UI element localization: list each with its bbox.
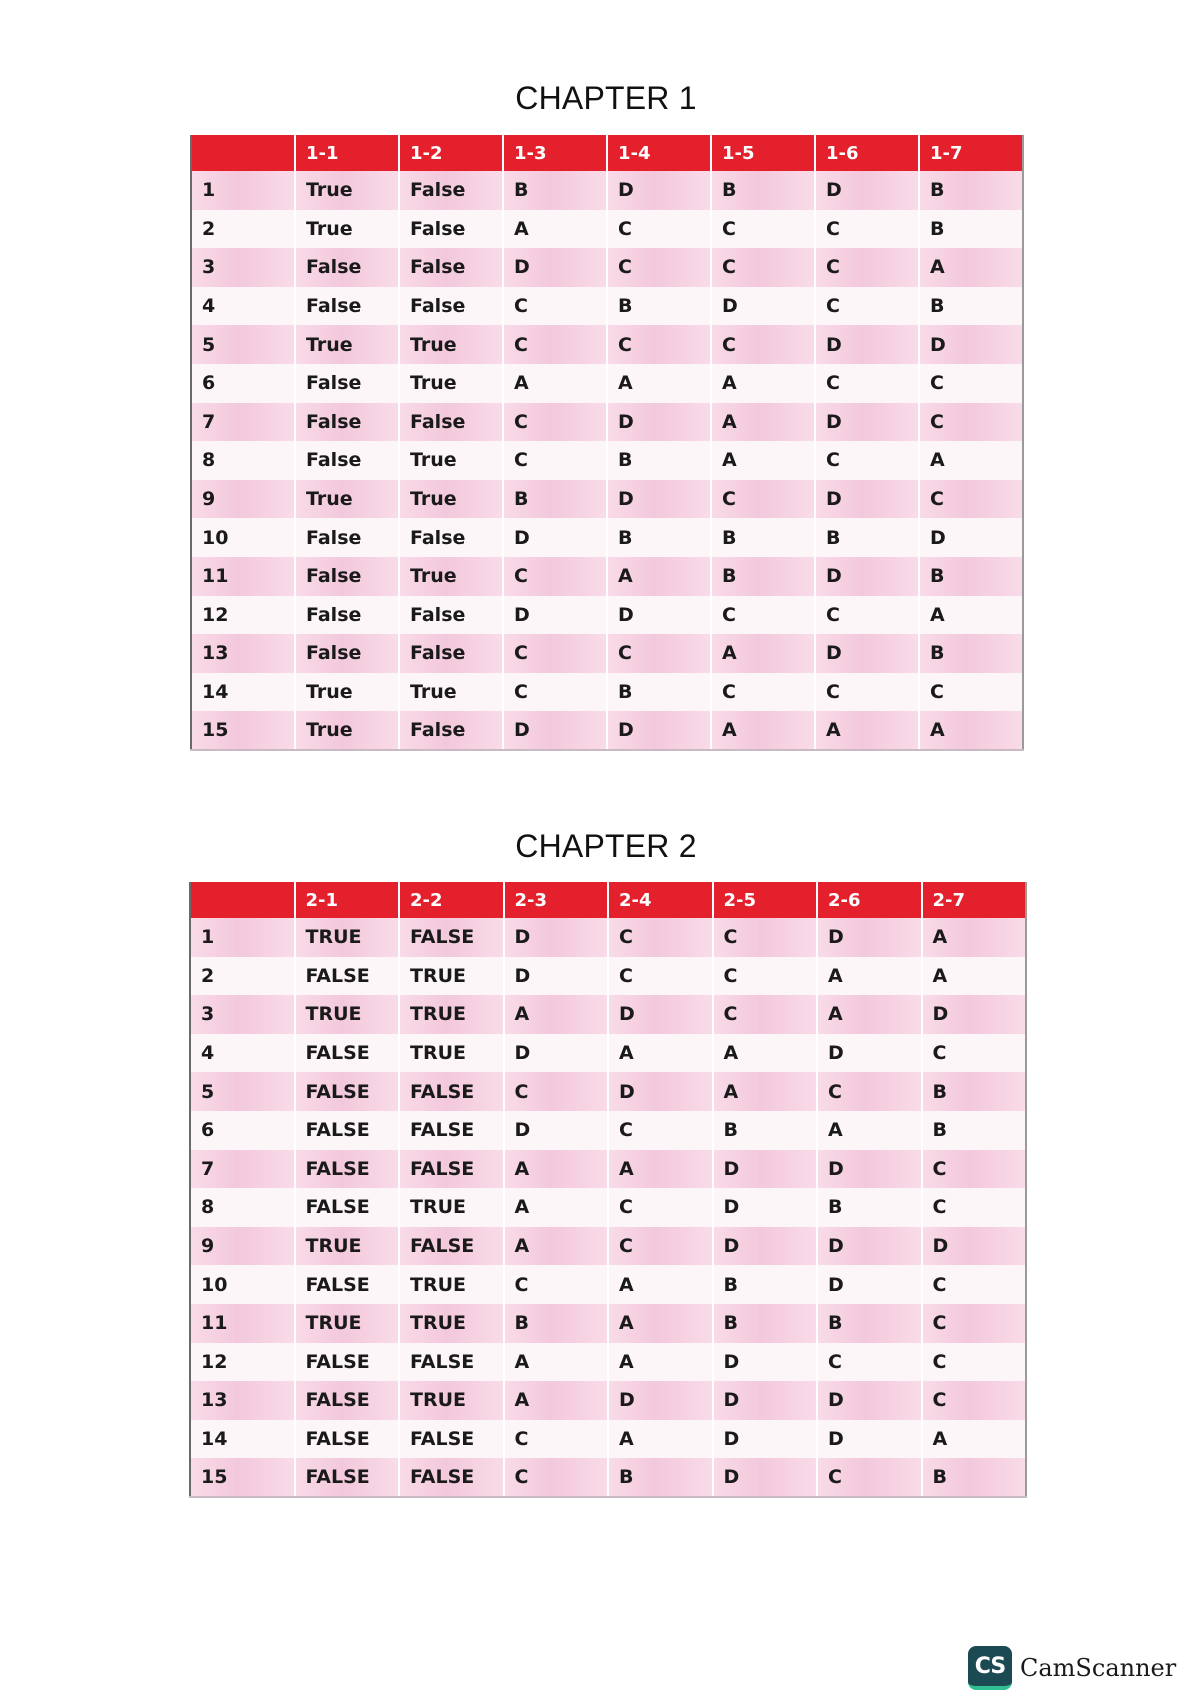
answer-cell: C <box>608 918 713 957</box>
answer-cell: TRUE <box>295 995 400 1034</box>
answer-cell: A <box>503 364 607 403</box>
answer-cell: FALSE <box>295 1343 400 1382</box>
answer-cell: B <box>919 287 1023 326</box>
answer-cell: True <box>295 711 399 750</box>
answer-cell: B <box>713 1265 818 1304</box>
answer-cell: C <box>919 673 1023 712</box>
answer-cell: C <box>504 1420 609 1459</box>
answer-cell: False <box>295 287 399 326</box>
answer-cell: B <box>817 1304 922 1343</box>
answer-cell: B <box>919 634 1023 673</box>
answer-cell: D <box>815 403 919 442</box>
answer-cell: False <box>295 596 399 635</box>
answer-cell: D <box>503 518 607 557</box>
answer-cell: C <box>817 1072 922 1111</box>
question-number: 10 <box>190 1265 295 1304</box>
answer-cell: C <box>919 480 1023 519</box>
answer-cell: False <box>295 518 399 557</box>
answer-cell: B <box>919 210 1023 249</box>
question-number: 12 <box>190 1343 295 1382</box>
answer-cell: D <box>817 1227 922 1266</box>
answer-cell: A <box>504 1343 609 1382</box>
answer-cell: D <box>817 918 922 957</box>
answer-cell: A <box>711 441 815 480</box>
table-row <box>191 673 1023 712</box>
answer-cell: FALSE <box>295 1111 400 1150</box>
answer-cell: A <box>607 364 711 403</box>
answer-cell: C <box>713 995 818 1034</box>
table-row <box>190 1381 1026 1420</box>
question-number: 7 <box>190 1150 295 1189</box>
table-row <box>191 364 1023 403</box>
answer-cell: D <box>919 518 1023 557</box>
table-row <box>190 918 1026 957</box>
answer-cell: D <box>713 1188 818 1227</box>
answer-cell: C <box>713 918 818 957</box>
answer-cell: D <box>504 1111 609 1150</box>
column-header: 2-2 <box>399 882 504 918</box>
answer-cell: D <box>503 711 607 750</box>
answer-cell: D <box>815 557 919 596</box>
answer-cell: C <box>815 673 919 712</box>
answer-cell: D <box>817 1381 922 1420</box>
answer-cell: D <box>815 634 919 673</box>
answer-cell: True <box>399 557 503 596</box>
answer-cell: A <box>817 957 922 996</box>
answer-cell: C <box>608 1227 713 1266</box>
question-number: 1 <box>190 918 295 957</box>
table-row <box>191 441 1023 480</box>
answer-cell: D <box>607 171 711 210</box>
answer-cell: C <box>607 210 711 249</box>
answer-cell: A <box>919 248 1023 287</box>
camscanner-name: CamScanner <box>1020 1654 1177 1682</box>
answer-cell: C <box>503 403 607 442</box>
table-row <box>190 1034 1026 1073</box>
answer-cell: C <box>504 1265 609 1304</box>
column-header: 1-5 <box>711 135 815 171</box>
answer-cell: TRUE <box>399 1265 504 1304</box>
answer-cell: TRUE <box>399 957 504 996</box>
answer-cell: B <box>503 480 607 519</box>
question-number: 13 <box>191 634 295 673</box>
column-header: 2-6 <box>817 882 922 918</box>
answer-cell: A <box>817 1111 922 1150</box>
chapter-2-answer-table <box>189 882 1027 1498</box>
answer-cell: FALSE <box>399 1343 504 1382</box>
table-row <box>191 557 1023 596</box>
answer-cell: False <box>399 596 503 635</box>
question-number: 8 <box>191 441 295 480</box>
table-row <box>191 634 1023 673</box>
question-number: 15 <box>190 1458 295 1497</box>
answer-cell: C <box>711 596 815 635</box>
answer-cell: C <box>922 1265 1027 1304</box>
header-row <box>190 882 1026 918</box>
header-row <box>191 135 1023 171</box>
answer-cell: D <box>711 287 815 326</box>
table-row <box>190 1111 1026 1150</box>
answer-cell: B <box>713 1304 818 1343</box>
answer-cell: D <box>713 1227 818 1266</box>
answer-cell: FALSE <box>295 1150 400 1189</box>
answer-cell: A <box>711 364 815 403</box>
answer-cell: B <box>919 557 1023 596</box>
answer-cell: B <box>922 1111 1027 1150</box>
table-row <box>190 1227 1026 1266</box>
table-row <box>191 711 1023 750</box>
answer-cell: D <box>817 1034 922 1073</box>
answer-cell: A <box>713 1034 818 1073</box>
answer-cell: D <box>922 1227 1027 1266</box>
answer-cell: C <box>607 325 711 364</box>
answer-cell: A <box>608 1343 713 1382</box>
answer-cell: False <box>295 634 399 673</box>
answer-cell: C <box>817 1458 922 1497</box>
answer-cell: C <box>922 1343 1027 1382</box>
answer-cell: FALSE <box>295 1034 400 1073</box>
answer-cell: B <box>711 171 815 210</box>
answer-cell: C <box>503 441 607 480</box>
table-row <box>190 1265 1026 1304</box>
answer-cell: FALSE <box>295 1458 400 1497</box>
question-number: 13 <box>190 1381 295 1420</box>
column-header: 1-7 <box>919 135 1023 171</box>
answer-cell: C <box>504 1458 609 1497</box>
answer-cell: A <box>608 1420 713 1459</box>
answer-cell: C <box>503 325 607 364</box>
answer-cell: B <box>711 557 815 596</box>
answer-cell: FALSE <box>295 1381 400 1420</box>
answer-cell: D <box>608 1381 713 1420</box>
answer-cell: TRUE <box>399 1304 504 1343</box>
question-number: 1 <box>191 171 295 210</box>
answer-cell: D <box>607 711 711 750</box>
table-row <box>190 1420 1026 1459</box>
answer-cell: C <box>919 403 1023 442</box>
answer-cell: B <box>607 287 711 326</box>
answer-cell: C <box>815 210 919 249</box>
answer-cell: C <box>504 1072 609 1111</box>
answer-cell: False <box>399 711 503 750</box>
answer-cell: C <box>503 634 607 673</box>
column-header: 1-1 <box>295 135 399 171</box>
question-number: 11 <box>191 557 295 596</box>
answer-cell: B <box>922 1458 1027 1497</box>
question-number: 6 <box>191 364 295 403</box>
question-number: 11 <box>190 1304 295 1343</box>
answer-cell: C <box>922 1150 1027 1189</box>
answer-cell: C <box>503 557 607 596</box>
table-row <box>190 1150 1026 1189</box>
column-header: 1-6 <box>815 135 919 171</box>
column-header: 1-2 <box>399 135 503 171</box>
answer-cell: C <box>713 957 818 996</box>
answer-cell: D <box>817 1265 922 1304</box>
answer-cell: B <box>922 1072 1027 1111</box>
answer-cell: C <box>919 364 1023 403</box>
answer-cell: FALSE <box>295 957 400 996</box>
answer-cell: C <box>922 1188 1027 1227</box>
question-number: 7 <box>191 403 295 442</box>
answer-cell: False <box>295 403 399 442</box>
answer-cell: D <box>607 596 711 635</box>
answer-cell: A <box>711 634 815 673</box>
answer-cell: False <box>399 248 503 287</box>
answer-cell: C <box>815 248 919 287</box>
answer-cell: A <box>922 918 1027 957</box>
chapter-1-title: CHAPTER 1 <box>515 80 697 116</box>
header-corner-cell <box>190 882 295 918</box>
question-number: 9 <box>191 480 295 519</box>
question-number: 9 <box>190 1227 295 1266</box>
answer-cell: FALSE <box>399 1111 504 1150</box>
answer-cell: C <box>711 325 815 364</box>
question-number: 14 <box>191 673 295 712</box>
column-header: 1-4 <box>607 135 711 171</box>
answer-cell: False <box>399 287 503 326</box>
answer-cell: TRUE <box>295 1304 400 1343</box>
answer-cell: D <box>713 1458 818 1497</box>
answer-cell: True <box>295 325 399 364</box>
answer-cell: False <box>399 171 503 210</box>
answer-cell: D <box>919 325 1023 364</box>
table-row <box>190 995 1026 1034</box>
answer-cell: FALSE <box>295 1072 400 1111</box>
answer-cell: True <box>295 171 399 210</box>
answer-cell: B <box>608 1458 713 1497</box>
answer-cell: FALSE <box>399 918 504 957</box>
question-number: 5 <box>191 325 295 364</box>
answer-cell: D <box>713 1381 818 1420</box>
answer-cell: D <box>713 1343 818 1382</box>
table-row <box>191 403 1023 442</box>
answer-cell: D <box>503 596 607 635</box>
answer-cell: FALSE <box>399 1458 504 1497</box>
table-row <box>190 1343 1026 1382</box>
answer-cell: C <box>608 1188 713 1227</box>
answer-cell: C <box>922 1034 1027 1073</box>
answer-cell: D <box>817 1420 922 1459</box>
answer-cell: D <box>608 995 713 1034</box>
answer-cell: FALSE <box>399 1072 504 1111</box>
answer-cell: True <box>399 364 503 403</box>
column-header: 2-7 <box>922 882 1027 918</box>
answer-cell: D <box>504 1034 609 1073</box>
answer-cell: True <box>295 673 399 712</box>
answer-cell: D <box>607 403 711 442</box>
answer-cell: True <box>399 480 503 519</box>
header-corner-cell <box>191 135 295 171</box>
answer-cell: True <box>399 441 503 480</box>
question-number: 3 <box>191 248 295 287</box>
column-header: 2-4 <box>608 882 713 918</box>
answer-cell: C <box>815 287 919 326</box>
table-row <box>191 248 1023 287</box>
answer-cell: A <box>919 441 1023 480</box>
table-row <box>190 1458 1026 1497</box>
answer-cell: D <box>713 1150 818 1189</box>
answer-cell: TRUE <box>295 918 400 957</box>
answer-cell: C <box>503 287 607 326</box>
answer-cell: TRUE <box>399 1188 504 1227</box>
table-row <box>191 171 1023 210</box>
question-number: 2 <box>190 957 295 996</box>
answer-cell: A <box>504 1381 609 1420</box>
table-row <box>190 1304 1026 1343</box>
answer-cell: True <box>295 480 399 519</box>
answer-cell: B <box>607 518 711 557</box>
answer-cell: B <box>607 673 711 712</box>
answer-cell: B <box>815 518 919 557</box>
answer-cell: C <box>711 480 815 519</box>
answer-cell: False <box>399 518 503 557</box>
answer-cell: FALSE <box>295 1420 400 1459</box>
answer-cell: A <box>919 711 1023 750</box>
chapter-2-title: CHAPTER 2 <box>515 828 697 864</box>
answer-cell: C <box>711 248 815 287</box>
column-header: 2-1 <box>295 882 400 918</box>
answer-cell: False <box>295 248 399 287</box>
answer-cell: A <box>504 1227 609 1266</box>
answer-cell: C <box>922 1304 1027 1343</box>
answer-cell: C <box>922 1381 1027 1420</box>
answer-cell: A <box>608 1034 713 1073</box>
answer-cell: False <box>295 441 399 480</box>
answer-cell: B <box>713 1111 818 1150</box>
answer-cell: C <box>608 1111 713 1150</box>
question-number: 8 <box>190 1188 295 1227</box>
answer-cell: A <box>922 1420 1027 1459</box>
answer-cell: FALSE <box>295 1265 400 1304</box>
answer-cell: TRUE <box>295 1227 400 1266</box>
answer-cell: B <box>817 1188 922 1227</box>
answer-cell: False <box>399 403 503 442</box>
answer-cell: True <box>399 673 503 712</box>
table-row <box>190 957 1026 996</box>
answer-cell: D <box>922 995 1027 1034</box>
answer-cell: C <box>815 596 919 635</box>
answer-cell: A <box>817 995 922 1034</box>
answer-cell: False <box>399 634 503 673</box>
answer-cell: B <box>504 1304 609 1343</box>
question-number: 12 <box>191 596 295 635</box>
question-number: 3 <box>190 995 295 1034</box>
answer-cell: A <box>711 711 815 750</box>
answer-cell: D <box>503 248 607 287</box>
answer-cell: TRUE <box>399 1381 504 1420</box>
table-row <box>191 210 1023 249</box>
answer-cell: FALSE <box>399 1420 504 1459</box>
answer-cell: C <box>817 1343 922 1382</box>
table-row <box>191 596 1023 635</box>
answer-cell: D <box>504 957 609 996</box>
question-number: 5 <box>190 1072 295 1111</box>
answer-cell: B <box>503 171 607 210</box>
table-row <box>190 1188 1026 1227</box>
question-number: 6 <box>190 1111 295 1150</box>
question-number: 4 <box>191 287 295 326</box>
answer-cell: C <box>607 248 711 287</box>
question-number: 14 <box>190 1420 295 1459</box>
table-row <box>191 325 1023 364</box>
answer-cell: A <box>608 1304 713 1343</box>
question-number: 10 <box>191 518 295 557</box>
answer-cell: C <box>711 673 815 712</box>
answer-cell: A <box>607 557 711 596</box>
answer-cell: False <box>399 210 503 249</box>
answer-cell: B <box>919 171 1023 210</box>
table-row <box>190 1072 1026 1111</box>
answer-cell: C <box>815 441 919 480</box>
question-number: 15 <box>191 711 295 750</box>
answer-cell: A <box>922 957 1027 996</box>
answer-cell: C <box>607 634 711 673</box>
answer-cell: FALSE <box>399 1150 504 1189</box>
answer-cell: A <box>608 1150 713 1189</box>
column-header: 2-5 <box>713 882 818 918</box>
answer-cell: A <box>815 711 919 750</box>
answer-cell: D <box>608 1072 713 1111</box>
answer-cell: B <box>711 518 815 557</box>
answer-cell: C <box>711 210 815 249</box>
answer-cell: True <box>295 210 399 249</box>
table-row <box>191 518 1023 557</box>
answer-cell: D <box>607 480 711 519</box>
answer-cell: D <box>713 1420 818 1459</box>
table-row <box>191 480 1023 519</box>
table-row <box>191 287 1023 326</box>
answer-cell: A <box>713 1072 818 1111</box>
answer-cell: C <box>815 364 919 403</box>
answer-cell: A <box>504 1188 609 1227</box>
answer-cell: True <box>399 325 503 364</box>
answer-cell: TRUE <box>399 995 504 1034</box>
question-number: 4 <box>190 1034 295 1073</box>
answer-cell: A <box>919 596 1023 635</box>
answer-cell: False <box>295 557 399 596</box>
answer-cell: D <box>815 171 919 210</box>
answer-cell: TRUE <box>399 1034 504 1073</box>
answer-cell: FALSE <box>295 1188 400 1227</box>
answer-cell: False <box>295 364 399 403</box>
answer-cell: A <box>503 210 607 249</box>
answer-cell: A <box>608 1265 713 1304</box>
camscanner-watermark <box>968 1646 1176 1690</box>
chapter-1-answer-table <box>190 135 1024 751</box>
answer-cell: D <box>815 325 919 364</box>
answer-cell: A <box>504 1150 609 1189</box>
answer-cell: B <box>607 441 711 480</box>
answer-cell: D <box>815 480 919 519</box>
answer-cell: A <box>711 403 815 442</box>
column-header: 2-3 <box>504 882 609 918</box>
answer-cell: A <box>504 995 609 1034</box>
camscanner-logo-icon: CS <box>968 1646 1012 1690</box>
answer-cell: C <box>503 673 607 712</box>
answer-cell: FALSE <box>399 1227 504 1266</box>
answer-cell: C <box>608 957 713 996</box>
column-header: 1-3 <box>503 135 607 171</box>
answer-cell: D <box>504 918 609 957</box>
question-number: 2 <box>191 210 295 249</box>
answer-cell: D <box>817 1150 922 1189</box>
